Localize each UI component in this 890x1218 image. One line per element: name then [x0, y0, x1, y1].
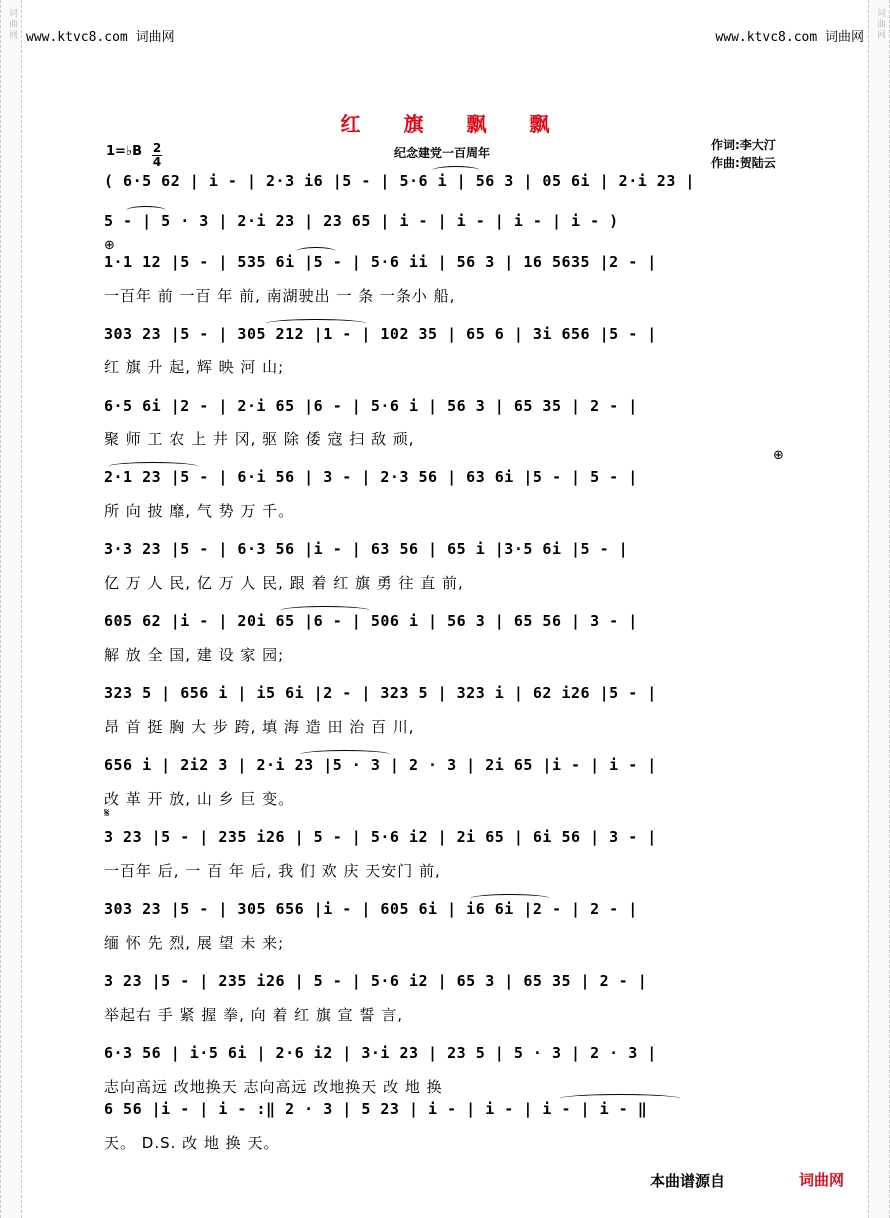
lyric-line-4: 红 旗 升 起, 辉 映 河 山;: [104, 358, 285, 376]
left-watermark-strip: [0, 0, 22, 1218]
segno-mark: 𝄋: [104, 806, 110, 821]
coda-mark: ⊕: [104, 238, 115, 253]
notation-line-6: 2·1 23 |5 - | 6·i 56 | 3 - | 2·3 56 | 63 6i |5 - | 5 - |: [104, 468, 638, 486]
right-watermark-strip: [868, 0, 890, 1218]
slur: [432, 166, 480, 175]
notation-line-12: 303 23 |5 - | 305 656 |i - | 605 6i | i6 6i |2 - | 2 - |: [104, 900, 638, 918]
notation-line-11: 3 23 |5 - | 235 i26 | 5 - | 5·6 i2 | 2i 65 | 6i 56 | 3 - |: [104, 828, 657, 846]
slur: [280, 606, 370, 615]
source-logo[interactable]: 词曲网: [799, 1171, 845, 1189]
notation-line-13: 3 23 |5 - | 235 i26 | 5 - | 5·6 i2 | 65 3 | 65 35 | 2 - |: [104, 972, 648, 990]
composer-credit: 作曲:贺陆云: [711, 156, 776, 170]
time-signature: [152, 143, 162, 168]
lyric-line-3: 一百年 前 一百 年 前, 南湖驶出 一 条 一条小 船,: [104, 287, 456, 305]
lyric-line-5: 聚 师 工 农 上 井 冈, 驱 除 倭 寇 扫 敌 顽,: [104, 430, 415, 448]
notation-line-4: 303 23 |5 - | 305 212 |1 - | 102 35 | 65 6 | 3i 656 |5 - |: [104, 325, 657, 343]
notation-line-7: 3·3 23 |5 - | 6·3 56 |i - | 63 56 | 65 i |3·5 6i |5 - |: [104, 540, 629, 558]
watermark-text: 词曲网: [7, 8, 17, 41]
notation-line-2: 5 - | 5 · 3 | 2·i 23 | 23 65 | i - | i - | i - | i - ): [104, 212, 619, 230]
slur: [108, 462, 198, 471]
slur: [126, 206, 166, 215]
slur: [300, 750, 390, 759]
song-subtitle: 纪念建党一百周年: [394, 146, 491, 160]
lyric-line-13: 举起右 手 紧 握 拳, 向 着 红 旗 宣 誓 言,: [104, 1006, 403, 1024]
notation-line-3: 1·1 12 |5 - | 535 6i |5 - | 5·6 ii | 56 3 | 16 5635 |2 - |: [104, 253, 657, 271]
notation-line-14: 6·3 56 | i·5 6i | 2·6 i2 | 3·i 23 | 23 5 | 5 · 3 | 2 · 3 |: [104, 1044, 657, 1062]
site-link-left[interactable]: www.ktvc8.com 词曲网: [26, 30, 175, 45]
lyric-line-6: 所 向 披 靡, 气 势 万 千。: [104, 502, 295, 520]
notation-line-15: 6 56 |i - | i - :‖ 2 · 3 | 5 23 | i - | i - | i - | i - ‖: [104, 1100, 648, 1118]
time-signature-bottom: 4: [152, 155, 162, 169]
slur: [470, 894, 550, 903]
time-signature-top: 2: [152, 141, 162, 155]
coda-mark: ⊕: [773, 448, 784, 463]
lyric-line-15: 天。 D.S. 改 地 换 天。: [104, 1134, 280, 1152]
lyric-line-9: 昂 首 挺 胸 大 步 跨, 填 海 造 田 治 百 川,: [104, 718, 415, 736]
notation-line-8: 605 62 |i - | 20i 65 |6 - | 506 i | 56 3 | 65 56 | 3 - |: [104, 612, 638, 630]
site-link-right[interactable]: www.ktvc8.com 词曲网: [715, 30, 864, 45]
song-title: 红 旗 飘 飘: [340, 112, 568, 136]
source-text: 本曲谱源自: [650, 1172, 726, 1190]
lyric-line-12: 缅 怀 先 烈, 展 望 未 来;: [104, 934, 285, 952]
notation-line-10: 656 i | 2i2 3 | 2·i 23 |5 · 3 | 2 · 3 | 2i 65 |i - | i - |: [104, 756, 657, 774]
lyric-line-11: 一百年 后, 一 百 年 后, 我 们 欢 庆 天安门 前,: [104, 862, 441, 880]
lyric-line-7: 亿 万 人 民, 亿 万 人 民, 跟 着 红 旗 勇 往 直 前,: [104, 574, 464, 592]
lyric-line-14: 志向高远 改地换天 志向高远 改地换天 改 地 换: [104, 1078, 443, 1096]
slur: [266, 319, 366, 328]
slur: [296, 247, 336, 256]
key-signature: 1=♭B: [106, 144, 142, 159]
notation-line-1: ( 6·5 62 | i - | 2·3 i6 |5 - | 5·6 i | 56 3 | 05 6i | 2·i 23 |: [104, 172, 695, 190]
notation-line-5: 6·5 6i |2 - | 2·i 65 |6 - | 5·6 i | 56 3 | 65 35 | 2 - |: [104, 397, 638, 415]
lyric-line-8: 解 放 全 国, 建 设 家 园;: [104, 646, 285, 664]
notation-line-9: 323 5 | 656 i | i5 6i |2 - | 323 5 | 323 i | 62 i26 |5 - |: [104, 684, 657, 702]
slur: [560, 1094, 680, 1103]
watermark-text: 词曲网: [875, 8, 885, 41]
lyric-line-10: 改 革 开 放, 山 乡 巨 变。: [104, 790, 295, 808]
lyricist-credit: 作词:李大汀: [711, 138, 776, 152]
